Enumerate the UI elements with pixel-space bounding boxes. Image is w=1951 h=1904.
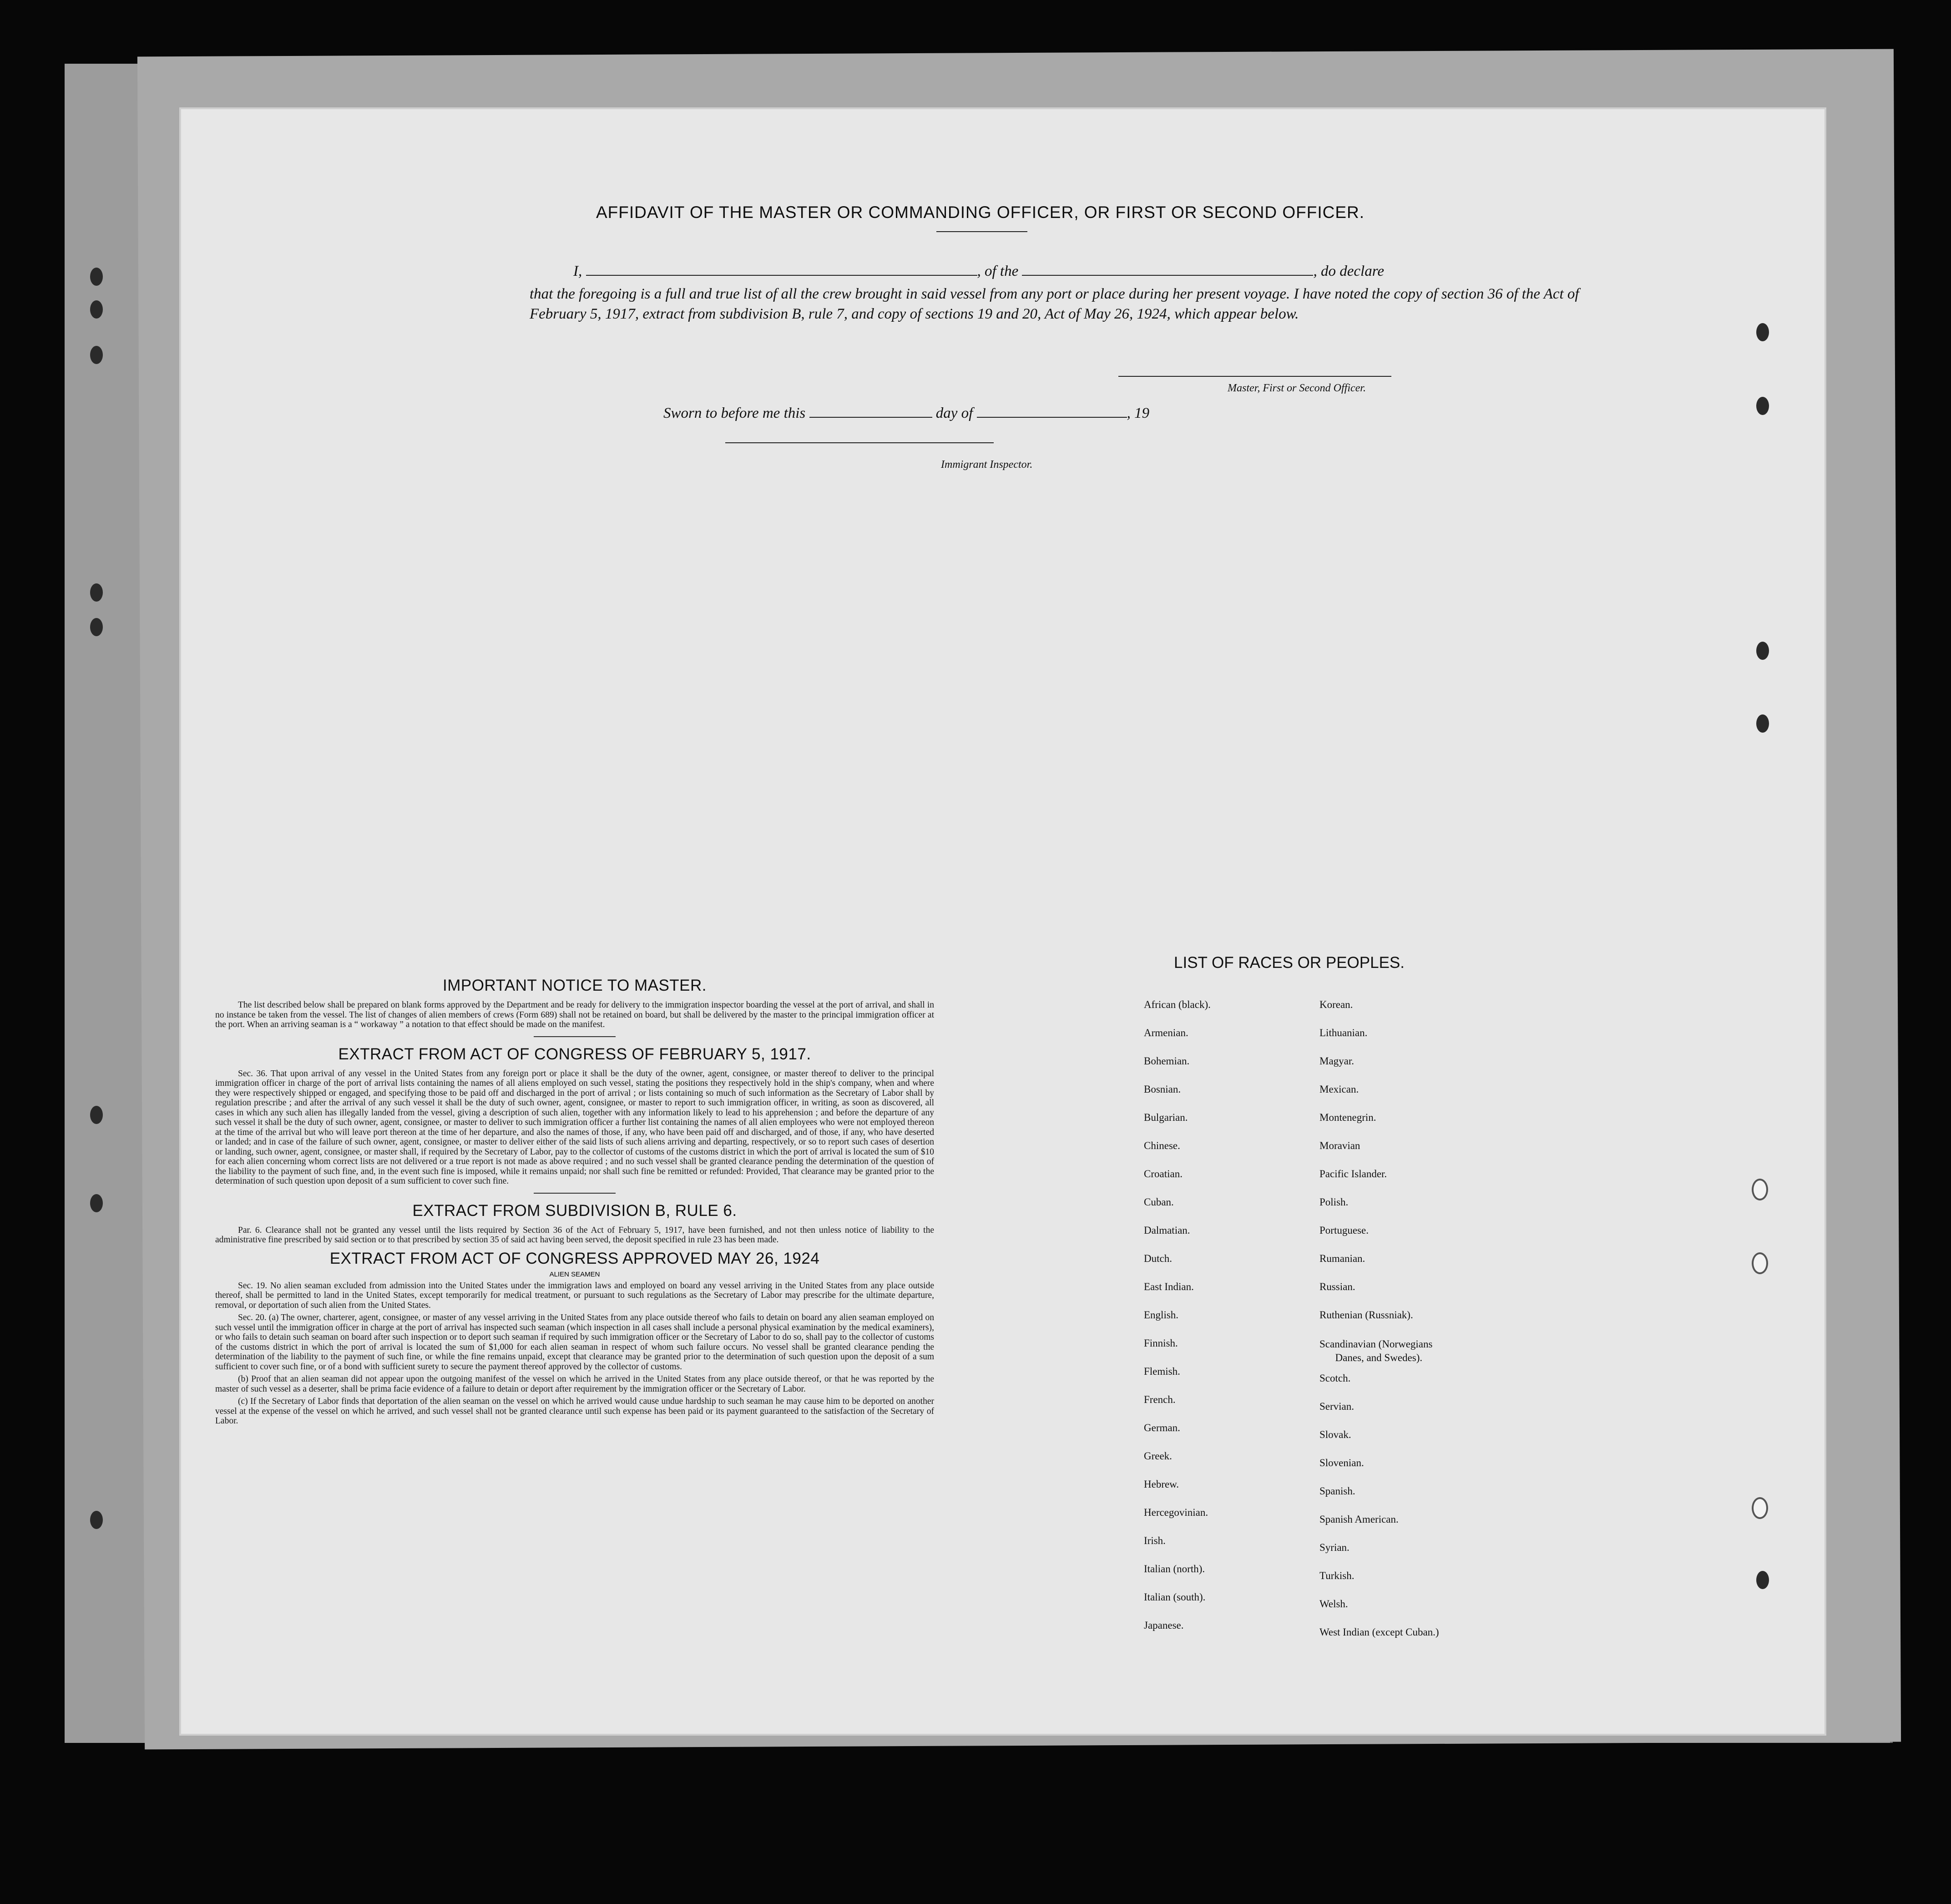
binder-hole: [90, 346, 103, 364]
race-left-item: Italian (north).: [1144, 1563, 1205, 1575]
form-page: [181, 109, 1825, 1734]
act-1924-sec20c: (c) If the Secretary of Labor finds that deportation of the alien seaman on the vessel on which he arrived would cause undue hardship to such seaman he may cause him to be deported on another vessel at the expense of the vessel on which he arrived, and such vessel shall not be granted clearance until such expense has been paid or its payment guaranteed to the satisfaction of the Secretary of Labor.: [215, 1397, 934, 1426]
race-left-item: African (black).: [1144, 999, 1211, 1010]
declaration-body: that the foregoing is a full and true list of all the crew brought in said vessel from any port or place during her present voyage. I have noted the copy of section 36 of the Act of February 5, 1917, extract from subdivision B, rule 7, and copy of sections 19 and 20, Act of May 26, 1924, which appear below.: [530, 286, 1579, 322]
race-right-item: Lithuanian.: [1319, 1027, 1368, 1038]
inspector-caption: Immigrant Inspector.: [941, 459, 1033, 471]
sworn-day-field[interactable]: [809, 417, 932, 418]
subdivision-title: EXTRACT FROM SUBDIVISION B, RULE 6.: [412, 1201, 737, 1220]
race-right-item: Montenegrin.: [1319, 1112, 1376, 1123]
binder-hole: [90, 300, 103, 319]
vessel-name-field[interactable]: [1022, 275, 1313, 276]
race-right-item: Servian.: [1319, 1401, 1355, 1412]
race-right-item: Portuguese.: [1319, 1225, 1369, 1236]
notice-title: IMPORTANT NOTICE TO MASTER.: [442, 977, 707, 994]
race-right-item: Magyar.: [1319, 1055, 1355, 1067]
race-left-item: Hercegovinian.: [1144, 1507, 1208, 1518]
race-left-item: Armenian.: [1144, 1027, 1188, 1038]
race-left-item: Dutch.: [1144, 1253, 1172, 1264]
inspector-signature-line[interactable]: [725, 442, 994, 443]
day-of-label: day of: [935, 405, 973, 421]
act-1924-sec20b: (b) Proof that an alien seaman did not appear upon the outgoing manifest of the vessel on which he arrived in the United States from any place outside thereof, or that he was reported by the master of such vessel as a deserter, shall be prima facie evidence of a failure to detain or deport after requirement by the immigration officer or the Secretary of Labor.: [215, 1374, 934, 1394]
race-right-item: Spanish American.: [1319, 1514, 1399, 1525]
act-1924-sec19: Sec. 19. No alien seaman excluded from admission into the United States under the immigration laws and employed on board any vessel arriving in the United States from any place outside thereof, shall be permitted to land in the United States, except temporarily for medical treatment, or pursuant to such regulations as the Secretary of Labor may prescribe for the ultimate departure, removal, or deportation of such alien from the United States.: [215, 1281, 934, 1310]
race-left-item: Dalmatian.: [1144, 1225, 1190, 1236]
title-underline: [936, 231, 1027, 232]
race-left-item: Chinese.: [1144, 1140, 1180, 1151]
act-1924-title: EXTRACT FROM ACT OF CONGRESS APPROVED MAY 26, 1924: [329, 1249, 820, 1267]
year-prefix: , 19: [1127, 405, 1150, 421]
race-left-item: Greek.: [1144, 1450, 1172, 1462]
affidavit-title: AFFIDAVIT OF THE MASTER OR COMMANDING OFFICER, OR FIRST OR SECOND OFFICER.: [596, 203, 1365, 222]
binder-hole: [90, 618, 103, 636]
master-signature-caption: Master, First or Second Officer.: [1228, 382, 1366, 394]
section-divider: [534, 1036, 616, 1037]
race-left-item: Hebrew.: [1144, 1479, 1179, 1490]
race-right-item: Syrian.: [1319, 1542, 1350, 1553]
race-right-item: Turkish.: [1319, 1570, 1355, 1581]
race-right-item: Korean.: [1319, 999, 1353, 1010]
race-right-item: Moravian: [1319, 1140, 1360, 1151]
race-left-item: Italian (south).: [1144, 1591, 1206, 1603]
race-right-item: Slovak.: [1319, 1429, 1351, 1440]
race-right-item: Ruthenian (Russniak).: [1319, 1309, 1413, 1321]
act-1917-title: EXTRACT FROM ACT OF CONGRESS OF FEBRUARY 5, 1917.: [338, 1045, 811, 1063]
punch-hole: [1752, 1252, 1768, 1274]
race-right-item: Scandinavian (Norwegians Danes, and Swedes).: [1319, 1338, 1433, 1363]
act-1917-text: Sec. 36. That upon arrival of any vessel in the United States from any foreign port or place it shall be the duty of the owner, agent, consignee, or master thereof to deliver to the principal immigration officer in charge of the port of arrival lists containing the names of all aliens employed on such vessel, stating the positions they respectively hold in the ship's company, when and where they were respectively shipped or engaged, and specifying those to be paid off and discharged in the port of arrival ; or lists containing so much of such information as the Secretary of Labor shall by regulation prescribe ; and after the arrival of any such vessel it shall be the duty of such owner, agent, consignee, or master to report to such immigration officer, in writing, as soon as discovered, all cases in which any such alien has illegally landed from the vessel, giving a description of such alien, together with any information likely to lead to his apprehension ; and before the departure of any such vessel it shall be the duty of such owner, agent, consignee, or master to deliver to such immigration officer a further list containing the names of all alien employees who were not employed thereon at the time of the arrival but who will leave port thereon at the time of her departure, and also the names of those, if any, who have been paid off and discharged, and of those, if any, who have deserted or landed; and in case of the failure of such owner, agent, consignee, or master to deliver either of the said lists of such aliens arriving and departing, respectively, or so to report such cases of desertion or landing, such owner, agent, consignee, or master shall, if required by the Secretary of Labor, pay to the collector of customs of the customs district in which the port of arrival is located the sum of $10 for each alien concerning whom correct lists are not delivered or a true report is not made as above required ; and no such vessel shall be granted clearance pending the determination of the question of the liability to the payment of such fine, and, in the event such fine is imposed, while it remains unpaid; nor shall such fine be remitted or refunded: Provided, That clearance may be granted prior to the determination of such question upon deposit of a sum sufficient to cover such fine.: [215, 1068, 934, 1186]
declare-suffix: , do declare: [1313, 263, 1384, 279]
act-1924-subtitle: ALIEN SEAMEN: [549, 1270, 600, 1278]
declaration-line: [573, 263, 1384, 280]
race-left-item: Bohemian.: [1144, 1055, 1190, 1067]
race-left-item: Flemish.: [1144, 1366, 1180, 1377]
race-left-item: Croatian.: [1144, 1168, 1183, 1180]
act-1924-sec20a: Sec. 20. (a) The owner, charterer, agent, consignee, or master of any vessel arriving in the United States from any place outside thereof who fails to detain on board any alien seaman employed on such vessel until the immigration officer in charge at the port of arrival has inspected such seaman (which inspection in all cases shall include a personal physical examination by the medical examiners), or who fails to detain such seaman on board after such inspection or to deport such seaman if required by such immigration officer or the Secretary of Labor to do so, shall pay to the collector of customs of the customs district in which the port of arrival is located the sum of $1,000 for each alien seaman in respect of whom such failure occurs. No vessel shall be granted clearance pending the determination of the liability to the payment of such fine, or while the fine remains unpaid, except that clearance may be granted prior to the determination of such question upon the deposit of a sum sufficient to cover such fine, or of a bond with sufficient surety to secure the payment thereof approved by the collector of customs.: [215, 1313, 934, 1372]
race-left-item: Irish.: [1144, 1535, 1166, 1546]
binder-hole: [90, 1106, 103, 1124]
race-left-item: East Indian.: [1144, 1281, 1194, 1292]
important-notice: [215, 977, 934, 1429]
sworn-month-field[interactable]: [977, 417, 1127, 418]
punch-hole: [1752, 1497, 1768, 1519]
race-right-item: Scotch.: [1319, 1372, 1351, 1384]
race-left-item: Bosnian.: [1144, 1084, 1181, 1095]
race-right-item: Slovenian.: [1319, 1457, 1364, 1469]
binder-hole: [90, 1194, 103, 1212]
master-signature-line[interactable]: [1118, 376, 1391, 377]
binder-hole: [90, 583, 103, 602]
section-divider: [534, 1193, 616, 1194]
sworn-line: [663, 405, 1149, 422]
race-left-item: Cuban.: [1144, 1196, 1174, 1208]
declarant-prefix: I,: [573, 263, 582, 279]
sworn-prefix: Sworn to before me this: [663, 405, 806, 421]
race-right-item: West Indian (except Cuban.): [1319, 1626, 1439, 1638]
race-right-item: Spanish.: [1319, 1485, 1355, 1497]
race-left-item: French.: [1144, 1394, 1176, 1405]
races-title: LIST OF RACES OR PEOPLES.: [1174, 954, 1405, 972]
binder-hole: [90, 268, 103, 286]
binder-hole: [90, 1511, 103, 1529]
race-left-item: Bulgarian.: [1144, 1112, 1188, 1123]
race-right-item: Welsh.: [1319, 1598, 1348, 1610]
race-left-item: Japanese.: [1144, 1620, 1184, 1631]
declarant-name-field[interactable]: [586, 275, 977, 276]
notice-text: The list described below shall be prepared on blank forms approved by the Department and be ready for delivery to the immigration inspector boarding the vessel at the port of arrival, and shall in no instance be taken from the vessel. The list of changes of alien members of crews (Form 689) shall not be retained on board, but shall be delivered by the master to the principal immigration officer at the port. When an arriving seaman is a “ workaway ” a notation to that effect should be made on the manifest.: [215, 1000, 934, 1029]
race-right-item: Polish.: [1319, 1196, 1349, 1208]
punch-hole: [1756, 642, 1769, 660]
subdivision-text: Par. 6. Clearance shall not be granted any vessel until the lists required by Section 36 of the Act of February 5, 1917, have been furnished, and not then unless notice of liability to the administrative fine prescribed by said section or to that prescribed by section 35 of said act having been served, the deposit specified in rule 23 has been made.: [215, 1225, 934, 1245]
race-left-item: German.: [1144, 1422, 1180, 1433]
punch-hole: [1756, 397, 1769, 415]
punch-hole: [1756, 714, 1769, 733]
race-left-item: English.: [1144, 1309, 1179, 1321]
punch-hole: [1756, 323, 1769, 341]
punch-hole: [1756, 1571, 1769, 1589]
race-right-item: Mexican.: [1319, 1084, 1359, 1095]
race-left-item: Finnish.: [1144, 1337, 1178, 1349]
punch-hole: [1752, 1179, 1768, 1200]
race-right-item: Russian.: [1319, 1281, 1355, 1292]
race-right-item: Rumanian.: [1319, 1253, 1365, 1264]
vessel-prefix: , of the: [977, 263, 1019, 279]
race-right-item: Pacific Islander.: [1319, 1168, 1387, 1180]
